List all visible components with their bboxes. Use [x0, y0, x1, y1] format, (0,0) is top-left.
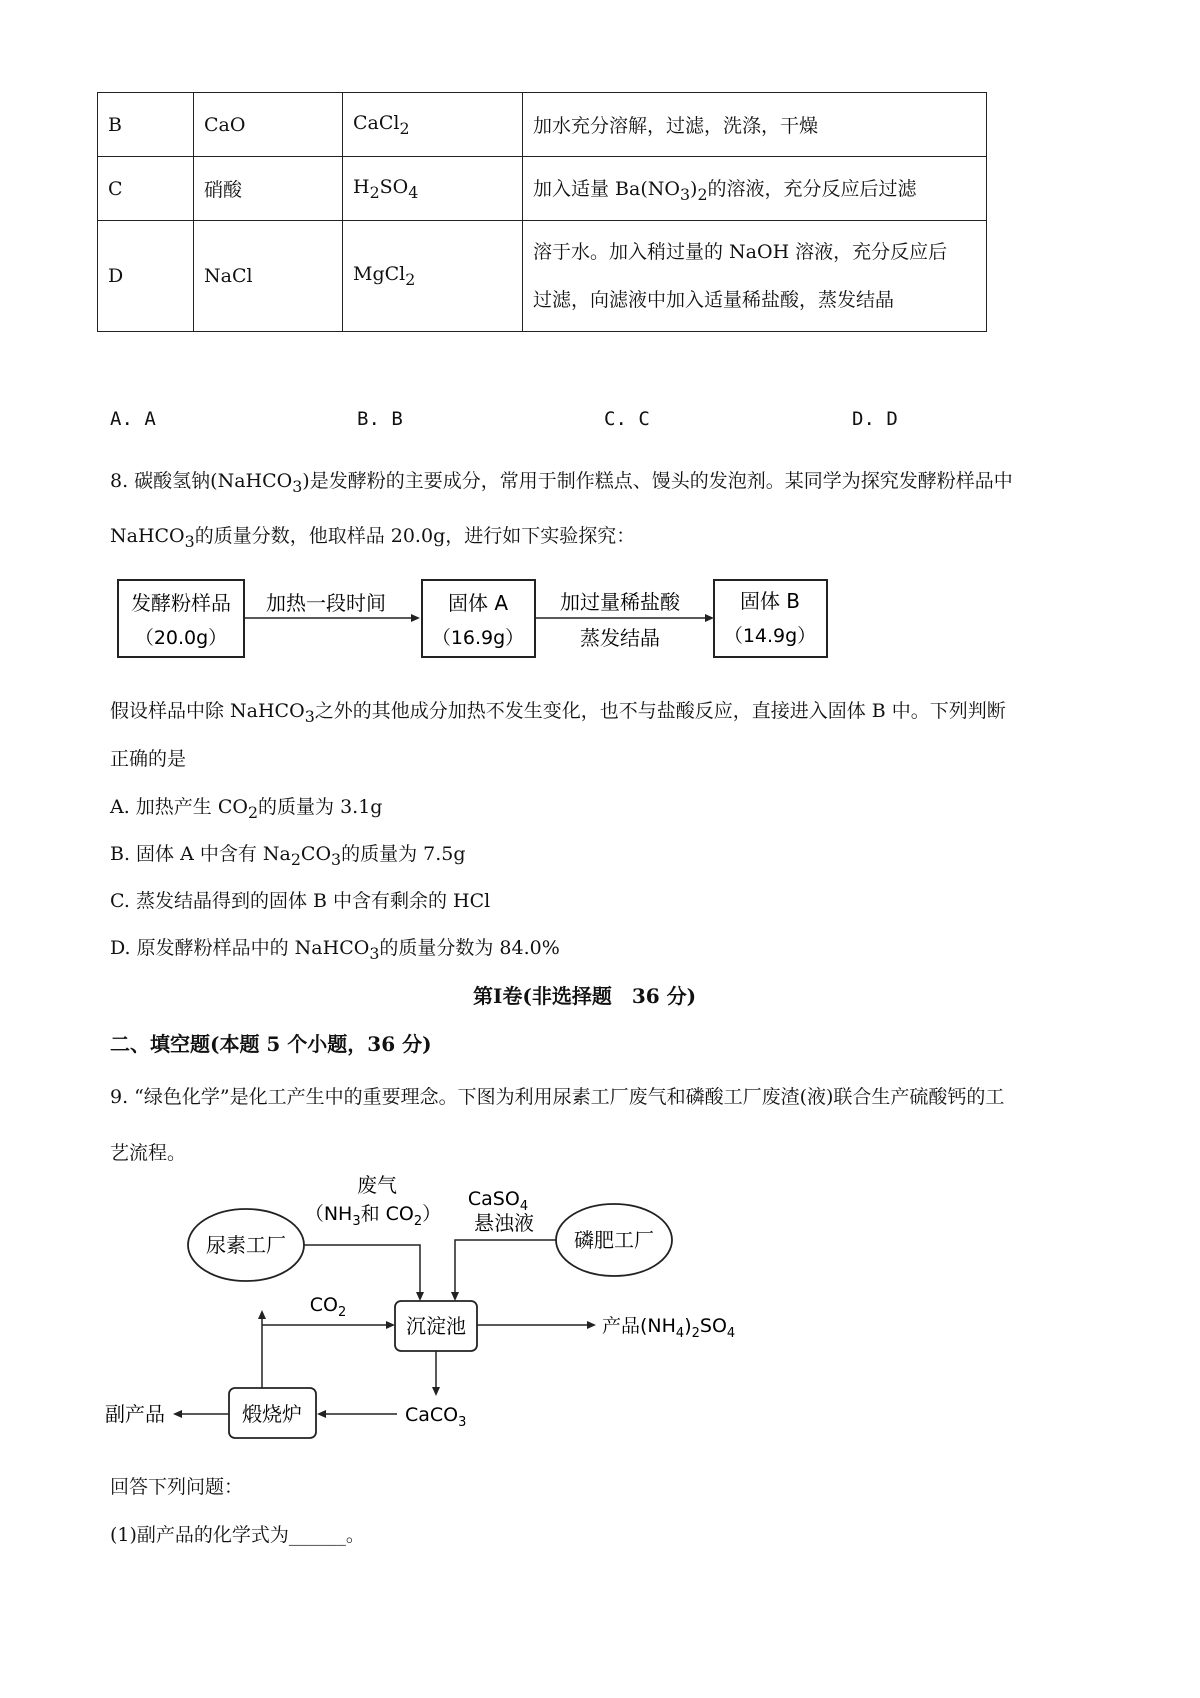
- substance-cell: NaCl: [194, 221, 343, 332]
- q8-assumption: 假设样品中除 NaHCO$_3$之外的其他成分加热不发生变化，也不与盐酸反应，直接进入固体 B 中。下列判断: [110, 700, 1006, 726]
- q9-process-diagram: [105, 1168, 765, 1458]
- calciner-label: 煅烧炉: [242, 1402, 302, 1426]
- substance-cell: CaO: [194, 93, 343, 157]
- impurity-cell: $H_2SO_4$: [343, 157, 523, 221]
- method-cell: 溶于水。加入稍过量的 NaOH 溶液，充分反应后 过滤，向滤液中加入适量稀盐酸，蒸发结晶: [523, 221, 987, 332]
- choice-c: C. C: [604, 408, 650, 430]
- q9-sub1: (1)副产品的化学式为______。: [110, 1524, 365, 1546]
- row-id: B: [98, 93, 194, 157]
- arrow-head-icon: [386, 1321, 395, 1329]
- choice-a: A. A: [110, 408, 156, 430]
- sample-label: 发酵粉样品: [131, 591, 231, 615]
- urea-plant-label: 尿素工厂: [206, 1233, 286, 1257]
- q8-option-d: D. 原发酵粉样品中的 NaHCO$_3$的质量分数为 84.0%: [110, 937, 560, 963]
- arrow-head-icon: [173, 1410, 182, 1418]
- arrow-head-icon: [451, 1292, 459, 1301]
- solid-b-label: 固体 B: [739, 589, 801, 613]
- table-row: [98, 221, 987, 332]
- waste-gas-formula: （$NH_3$和 $CO_2$）: [304, 1203, 442, 1229]
- q8-flow-diagram: [110, 570, 840, 670]
- q8-line2: NaHCO$_3$的质量分数，他取样品 20.0g，进行如下实验探究：: [110, 525, 636, 551]
- q9-line2: 艺流程。: [110, 1142, 187, 1164]
- arrow-head-icon: [432, 1387, 440, 1396]
- sample-mass: （20.0g）: [134, 627, 228, 649]
- arrow-head-icon: [416, 1292, 424, 1301]
- q8-option-a: A. 加热产生 $CO_2$的质量为 3.1g: [110, 796, 383, 822]
- byproduct-label: 副产品: [105, 1402, 165, 1426]
- arrow-head-icon: [705, 614, 714, 622]
- table-row: [98, 157, 987, 221]
- product-label: 产品$(NH_4)_2SO_4$: [602, 1315, 736, 1341]
- settling-tank-label: 沉淀池: [406, 1314, 466, 1338]
- impurity-cell: MgCl$_2$: [343, 221, 523, 332]
- method-cell: 加水充分溶解，过滤，洗涤，干燥: [523, 93, 987, 157]
- method-cell: 加入适量 $Ba(NO_3)_2$的溶液，充分反应后过滤: [523, 157, 987, 221]
- section-title: 第Ⅰ卷(非选择题 36 分): [473, 984, 697, 1008]
- co2-label: $CO_2$: [309, 1294, 347, 1320]
- impurity-cell: CaCl$_2$: [343, 93, 523, 157]
- section2-title: 二、填空题(本题 5 个小题，36 分): [110, 1032, 432, 1056]
- solid-b-mass: （14.9g）: [723, 625, 817, 647]
- arrow-head-icon: [317, 1410, 326, 1418]
- waste-gas-label: 废气: [357, 1173, 397, 1197]
- q9-answer-prompt: 回答下列问题：: [110, 1476, 244, 1498]
- arrow-evap-label: 蒸发结晶: [580, 626, 660, 650]
- substance-cell: 硝酸: [194, 157, 343, 221]
- arrow-heat-label: 加热一段时间: [266, 591, 386, 615]
- q8-option-c: C. 蒸发结晶得到的固体 B 中含有剩余的 HCl: [110, 890, 491, 912]
- solid-a-label: 固体 A: [447, 591, 509, 615]
- arrow-head-icon: [411, 614, 420, 622]
- arrow-head-icon: [258, 1310, 266, 1319]
- caco3-label: CaCO$_3$: [405, 1404, 467, 1430]
- solid-a-mass: （16.9g）: [431, 627, 525, 649]
- q8-option-b: B. 固体 A 中含有 $Na_2CO_3$的质量为 7.5g: [110, 843, 466, 869]
- caso4-label: CaSO$_4$: [467, 1188, 529, 1214]
- choice-b: B. B: [357, 408, 403, 430]
- table-row: [98, 93, 987, 157]
- choice-d: D. D: [852, 408, 898, 430]
- options-table: [97, 92, 987, 332]
- arrow-acid-label: 加过量稀盐酸: [560, 590, 680, 614]
- row-id: D: [98, 221, 194, 332]
- suspension-label: 悬浊液: [474, 1211, 534, 1235]
- q8-assumption-line2: 正确的是: [110, 748, 187, 770]
- arrow-head-icon: [587, 1321, 596, 1329]
- row-id: C: [98, 157, 194, 221]
- q8-line1: 8. 碳酸氢钠(NaHCO$_3$)是发酵粉的主要成分，常用于制作糕点、馒头的发泡剂。某同学为探究发酵粉样品中: [110, 470, 1013, 496]
- q9-line1: 9. “绿色化学”是化工产生中的重要理念。下图为利用尿素工厂废气和磷酸工厂废渣(液)联合生产硫酸钙的工: [110, 1086, 1005, 1108]
- phosphate-plant-label: 磷肥工厂: [574, 1228, 654, 1252]
